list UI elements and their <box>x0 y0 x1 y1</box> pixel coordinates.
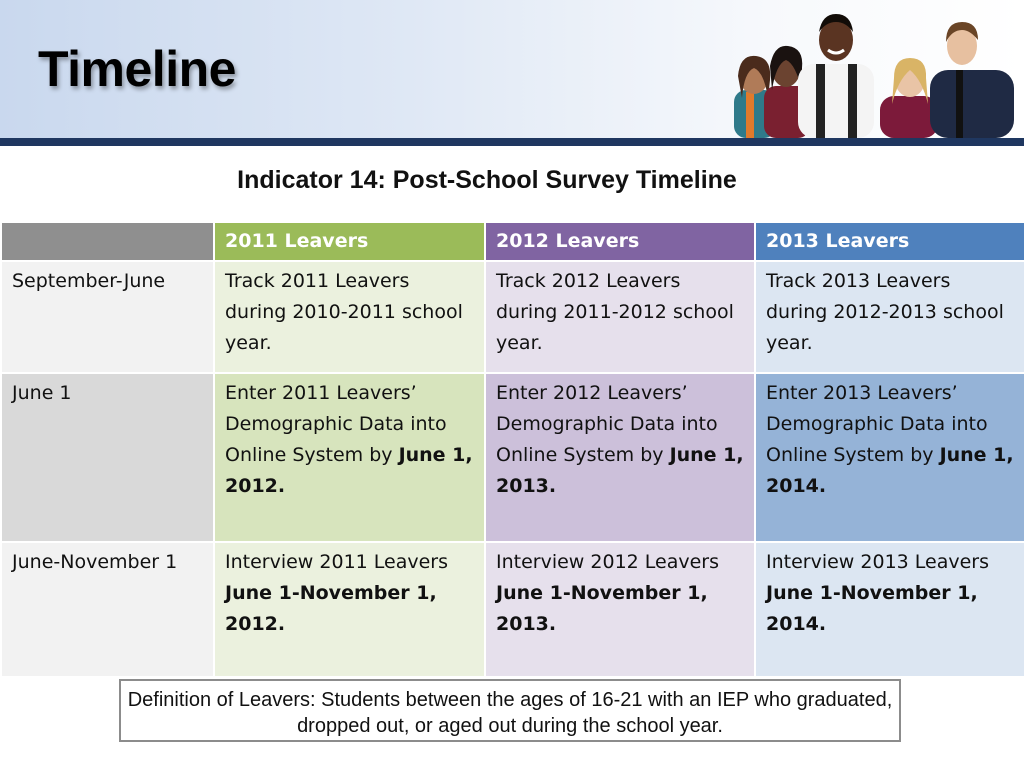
student-figure <box>798 14 874 138</box>
table-header-row <box>1 222 1024 261</box>
student-figure <box>880 58 938 138</box>
row-label-cell: June 1 <box>1 373 214 542</box>
table-cell <box>485 261 755 373</box>
header-2011-leavers: 2011 Leavers <box>214 222 485 261</box>
table-title: Indicator 14: Post-School Survey Timeline <box>237 166 737 194</box>
cell-text: Interview 2012 Leavers <box>496 551 720 573</box>
cell-text: Interview 2011 Leavers <box>225 551 449 573</box>
slide-title: Timeline <box>38 41 236 97</box>
header-2012-leavers: 2012 Leavers <box>485 222 755 261</box>
table-cell <box>755 373 1024 542</box>
row-label-cell: September-June <box>1 261 214 373</box>
cell-bold-text: June 1-November 1, 2012. <box>225 582 437 635</box>
cell-text: Track 2013 Leavers during 2012-2013 school year. <box>766 270 1004 354</box>
table-cell <box>214 542 485 677</box>
table-cell <box>214 373 485 542</box>
cell-bold-text: June 1, 2012. <box>225 444 473 497</box>
cell-text: Interview 2013 Leavers <box>766 551 990 573</box>
cell-bold-text: June 1-November 1, 2014. <box>766 582 978 635</box>
table-row <box>1 542 1024 677</box>
table-cell <box>485 542 755 677</box>
table-cell <box>214 261 485 373</box>
students-group-photo <box>730 2 1020 138</box>
cell-text: Track 2011 Leavers during 2010-2011 school year. <box>225 270 463 354</box>
row-label-cell: June-November 1 <box>1 542 214 677</box>
header-2013-leavers: 2013 Leavers <box>755 222 1024 261</box>
leavers-definition-box: Definition of Leavers: Students between the ages of 16-21 with an IEP who graduated, dropped out, or aged out during the school year. <box>119 679 901 742</box>
table-row <box>1 261 1024 373</box>
cell-bold-text: June 1, 2014. <box>766 444 1014 497</box>
cell-bold-text: June 1, 2013. <box>496 444 744 497</box>
header-divider-bar <box>0 138 1024 146</box>
table-cell <box>755 261 1024 373</box>
cell-bold-text: June 1-November 1, 2013. <box>496 582 708 635</box>
header-corner-cell <box>1 222 214 261</box>
table-cell <box>755 542 1024 677</box>
cell-text: Enter 2013 Leavers’ Demographic Data into Online System by <box>766 382 988 466</box>
cell-text: Track 2012 Leavers during 2011-2012 school year. <box>496 270 734 354</box>
table-row <box>1 373 1024 542</box>
table-cell <box>485 373 755 542</box>
survey-timeline-table <box>0 221 1024 678</box>
student-figure <box>930 22 1014 138</box>
cell-text: Enter 2012 Leavers’ Demographic Data into Online System by <box>496 382 718 466</box>
cell-text: Enter 2011 Leavers’ Demographic Data into Online System by <box>225 382 447 466</box>
